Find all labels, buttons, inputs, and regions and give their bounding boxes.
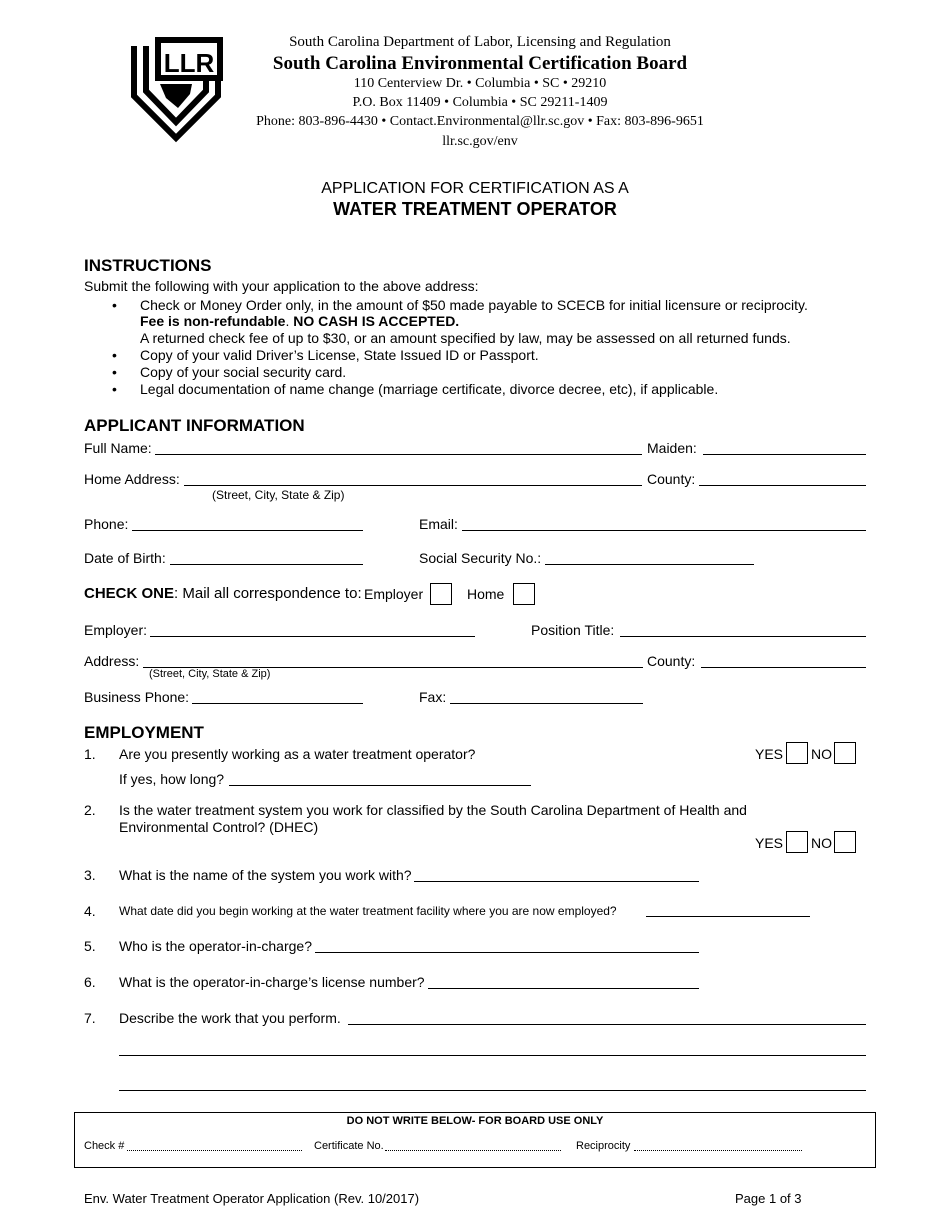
q5-field[interactable] — [315, 952, 699, 953]
employer-address-label: Address: — [84, 653, 140, 669]
q1-no-checkbox[interactable] — [834, 742, 856, 764]
check-one-bold: CHECK ONE — [84, 585, 175, 602]
check-one-rest: : Mail all correspondence to: — [174, 585, 362, 602]
q5-number: 5. — [84, 938, 96, 954]
maiden-field[interactable] — [703, 454, 866, 455]
position-title-field[interactable] — [620, 636, 866, 637]
bullet-dot: • — [112, 381, 117, 397]
board-contact: Phone: 803-896-4430 • Contact.Environmental@llr.sc.gov • Fax: 803-896-9651 — [256, 114, 704, 129]
q3-number: 3. — [84, 867, 96, 883]
board-address-2: P.O. Box 11409 • Columbia • SC 29211-1409 — [352, 95, 608, 110]
q1-how-long-field[interactable] — [229, 785, 531, 786]
instructions-heading: INSTRUCTIONS — [84, 256, 212, 275]
board-address-1: 110 Centerview Dr. • Columbia • SC • 29210 — [353, 76, 607, 91]
q2-text-line1: Is the water treatment system you work for classified by the South Carolina Department of Health and — [119, 802, 747, 818]
instructions-intro: Submit the following with your application to the above address: — [84, 278, 479, 294]
home-address-label: Home Address: — [84, 471, 180, 487]
q2-no-checkbox[interactable] — [834, 831, 856, 853]
no-cash-text: NO CASH IS ACCEPTED. — [293, 313, 460, 329]
employer-address-hint: (Street, City, State & Zip) — [149, 668, 271, 680]
ssn-field[interactable] — [545, 564, 754, 565]
q1-number: 1. — [84, 746, 96, 762]
business-phone-field[interactable] — [192, 703, 363, 704]
q1-no-label: NO — [811, 746, 832, 762]
reciprocity-field[interactable] — [634, 1150, 802, 1151]
footer-form-name: Env. Water Treatment Operator Application (Rev. 10/2017) — [84, 1191, 420, 1206]
q2-no-label: NO — [811, 835, 832, 851]
employment-heading: EMPLOYMENT — [84, 723, 204, 742]
employer-county-label: County: — [647, 653, 696, 669]
home-option-label: Home — [467, 586, 505, 602]
q3-text: What is the name of the system you work with? — [119, 867, 412, 883]
board-website[interactable]: llr.sc.gov/env — [442, 134, 518, 149]
dept-name: South Carolina Department of Labor, Licensing and Regulation — [289, 34, 671, 50]
ssn-label: Social Security No.: — [419, 550, 542, 566]
board-name: South Carolina Environmental Certification Board — [272, 53, 688, 74]
q2-yes-checkbox[interactable] — [786, 831, 808, 853]
home-address-field[interactable] — [184, 485, 642, 486]
form-title-line1: APPLICATION FOR CERTIFICATION AS A — [321, 180, 629, 197]
home-address-hint: (Street, City, State & Zip) — [212, 488, 345, 502]
q1-yes-checkbox[interactable] — [786, 742, 808, 764]
q1-how-long-label: If yes, how long? — [119, 771, 225, 787]
board-use-heading: DO NOT WRITE BELOW- FOR BOARD USE ONLY — [346, 1115, 604, 1127]
q7-text: Describe the work that you perform. — [119, 1010, 341, 1026]
employer-county-field[interactable] — [701, 667, 866, 668]
instruction-returned-check: A returned check fee of up to $30, or an amount specified by law, may be assessed on all returned funds. — [140, 330, 791, 346]
q1-text: Are you presently working as a water treatment operator? — [119, 746, 476, 762]
bullet-dot: • — [112, 364, 117, 380]
reciprocity-label: Reciprocity — [576, 1140, 631, 1152]
q2-text-line2: Environmental Control? (DHEC) — [119, 819, 319, 835]
applicant-heading: APPLICANT INFORMATION — [84, 416, 305, 435]
full-name-label: Full Name: — [84, 440, 152, 456]
maiden-label: Maiden: — [647, 440, 697, 456]
instruction-fee: Check or Money Order only, in the amount of $50 made payable to SCECB for initial licensure or reciprocity. — [140, 297, 808, 313]
phone-field[interactable] — [132, 530, 363, 531]
footer-page-number: Page 1 of 3 — [735, 1191, 802, 1206]
q7-field-line3[interactable] — [119, 1090, 866, 1091]
q4-text: What date did you begin working at the water treatment facility where you are now employed? — [119, 904, 617, 918]
bullet-dot: • — [112, 297, 117, 313]
county-label: County: — [647, 471, 696, 487]
q2-number: 2. — [84, 802, 96, 818]
check-number-field[interactable] — [127, 1150, 302, 1151]
non-refundable-text: Fee is non-refundable — [140, 313, 286, 329]
phone-label: Phone: — [84, 516, 129, 532]
q7-field-line1[interactable] — [348, 1024, 866, 1025]
q4-number: 4. — [84, 903, 96, 919]
check-one-label — [84, 585, 362, 602]
certificate-number-label: Certificate No. — [314, 1140, 384, 1152]
fax-label: Fax: — [419, 689, 447, 705]
form-title-line2: WATER TREATMENT OPERATOR — [333, 199, 617, 219]
county-field[interactable] — [699, 485, 866, 486]
dob-label: Date of Birth: — [84, 550, 166, 566]
business-phone-label: Business Phone: — [84, 689, 190, 705]
employer-checkbox[interactable] — [430, 583, 452, 605]
instruction-ss-card: Copy of your social security card. — [140, 364, 347, 380]
q6-number: 6. — [84, 974, 96, 990]
q7-number: 7. — [84, 1010, 96, 1026]
certificate-number-field[interactable] — [385, 1150, 561, 1151]
employer-label: Employer: — [84, 622, 148, 638]
q4-field[interactable] — [646, 916, 810, 917]
q1-yes-label: YES — [755, 746, 784, 762]
employer-option-label: Employer — [364, 586, 424, 602]
instruction-fee-warning — [140, 313, 459, 329]
position-title-label: Position Title: — [531, 622, 615, 638]
employer-field[interactable] — [150, 636, 475, 637]
bullet-dot: • — [112, 347, 117, 363]
q6-field[interactable] — [428, 988, 699, 989]
q7-field-line2[interactable] — [119, 1055, 866, 1056]
fax-field[interactable] — [450, 703, 643, 704]
email-label: Email: — [419, 516, 458, 532]
q3-field[interactable] — [414, 881, 699, 882]
instruction-id: Copy of your valid Driver’s License, State Issued ID or Passport. — [140, 347, 539, 363]
home-checkbox[interactable] — [513, 583, 535, 605]
q5-text: Who is the operator-in-charge? — [119, 938, 312, 954]
q6-text: What is the operator-in-charge’s license number? — [119, 974, 425, 990]
instruction-name-change: Legal documentation of name change (marriage certificate, divorce decree, etc), if applicable. — [140, 381, 719, 397]
q2-yes-label: YES — [755, 835, 784, 851]
email-field[interactable] — [462, 530, 866, 531]
check-number-label: Check # — [84, 1140, 125, 1152]
full-name-field[interactable] — [155, 454, 642, 455]
svg-text:LLR: LLR — [163, 48, 215, 78]
separator-text: . — [285, 313, 294, 329]
dob-field[interactable] — [170, 564, 363, 565]
